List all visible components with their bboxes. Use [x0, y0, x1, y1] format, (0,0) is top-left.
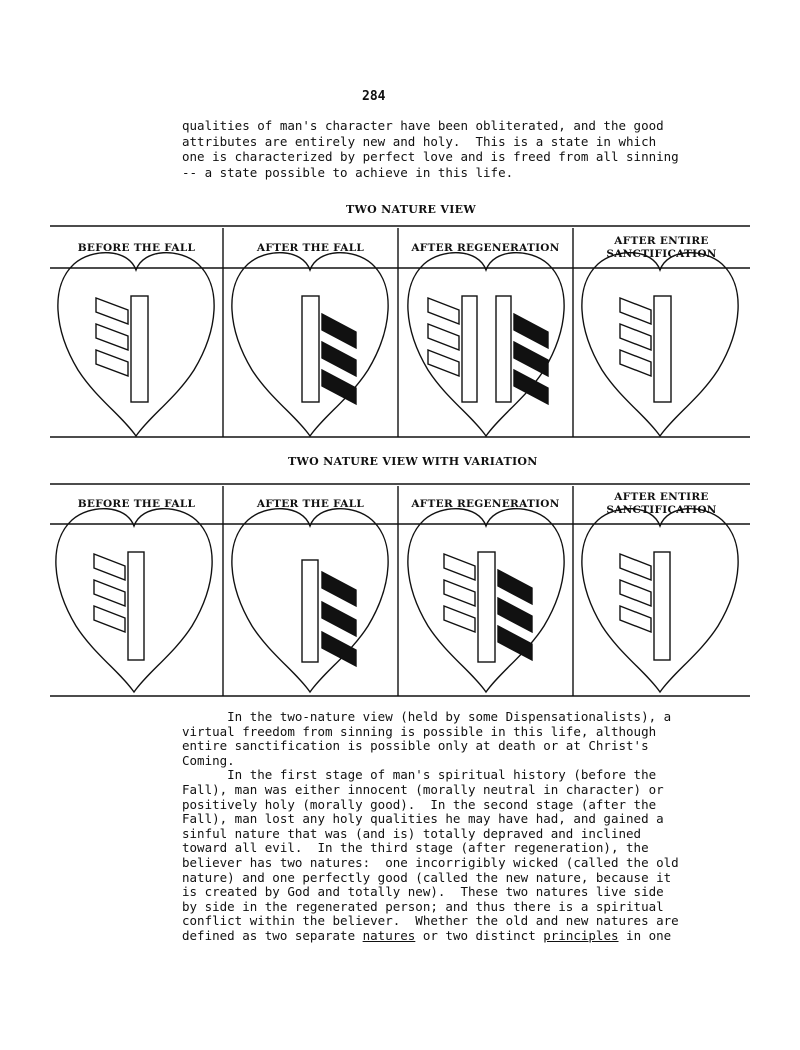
body-line: In the two-nature view (held by some Dispensationalists), a: [182, 709, 672, 724]
intro-line: one is characterized by perfect love and is freed from all sinning: [182, 149, 679, 164]
body-line: Coming.: [182, 752, 235, 768]
body-line: by side in the regenerated person; and thus there is a spiritual: [182, 898, 664, 914]
intro-line: qualities of man's character have been obliterated, and the good: [182, 118, 664, 133]
body-line: virtual freedom from sinning is possible in this life, although: [182, 723, 657, 739]
body-line: sinful nature that was (and is) totally depraved and inclined: [182, 825, 642, 841]
heart-after-entire-sanctification-variation: [582, 509, 738, 692]
body-line: positively holy (morally good). In the second stage (after the: [182, 796, 657, 812]
header-after-fall: AFTER THE FALL: [256, 241, 365, 254]
body-line: conflict within the believer. Whether the old and new natures are: [182, 913, 679, 929]
header-after-regeneration: AFTER REGENERATION: [411, 497, 560, 510]
heart-after-regeneration-variation: [408, 509, 564, 692]
intro-line: -- a state possible to achieve in this life.: [182, 164, 514, 180]
header-before-fall: BEFORE THE FALL: [77, 497, 196, 510]
underlined-principles: principles: [543, 927, 619, 943]
body-line: nature) and one perfectly good (called the new nature, because it: [182, 869, 672, 885]
body-line: is created by God and totally new). These two natures live side: [182, 884, 664, 900]
body-text: [182, 710, 722, 944]
heart-before-fall: [58, 253, 214, 436]
body-line: entire sanctification is possible only at death or at Christ's: [182, 738, 649, 754]
header-after-regeneration: AFTER REGENERATION: [411, 241, 560, 254]
page-number: 284: [362, 89, 386, 104]
body-line: Fall), man lost any holy qualities he may have had, and gained a: [182, 811, 664, 827]
heart-after-regeneration: [408, 253, 564, 436]
heart-after-entire-sanctification: [582, 253, 738, 436]
figure1-table-lines: [50, 226, 750, 437]
header-after-entire-sanctification: AFTER ENTIRE SANCTIFICATION: [606, 235, 717, 260]
body-line: believer has two natures: one incorrigibly wicked (called the old: [182, 854, 679, 870]
header-after-fall: AFTER THE FALL: [256, 497, 365, 510]
header-before-fall: BEFORE THE FALL: [77, 241, 196, 254]
underlined-natures: natures: [362, 927, 416, 943]
intro-line: attributes are entirely new and holy. This is a state in which: [182, 133, 657, 149]
body-line-last: defined as two separate natures or two distinct principles in one: [182, 927, 672, 943]
body-line: toward all evil. In the third stage (after regeneration), the: [182, 840, 649, 856]
body-line: In the first stage of man's spiritual history (before the: [182, 767, 657, 783]
figure1-title: TWO NATURE VIEW: [346, 203, 476, 216]
heart-after-fall: [232, 253, 388, 436]
body-line: Fall), man was either innocent (morally neutral in character) or: [182, 781, 664, 797]
figure2-title: TWO NATURE VIEW WITH VARIATION: [288, 455, 538, 468]
heart-before-fall-variation: [56, 509, 212, 692]
header-after-entire-sanctification: AFTER ENTIRE SANCTIFICATION: [606, 491, 717, 516]
heart-after-fall-variation: [232, 509, 388, 692]
